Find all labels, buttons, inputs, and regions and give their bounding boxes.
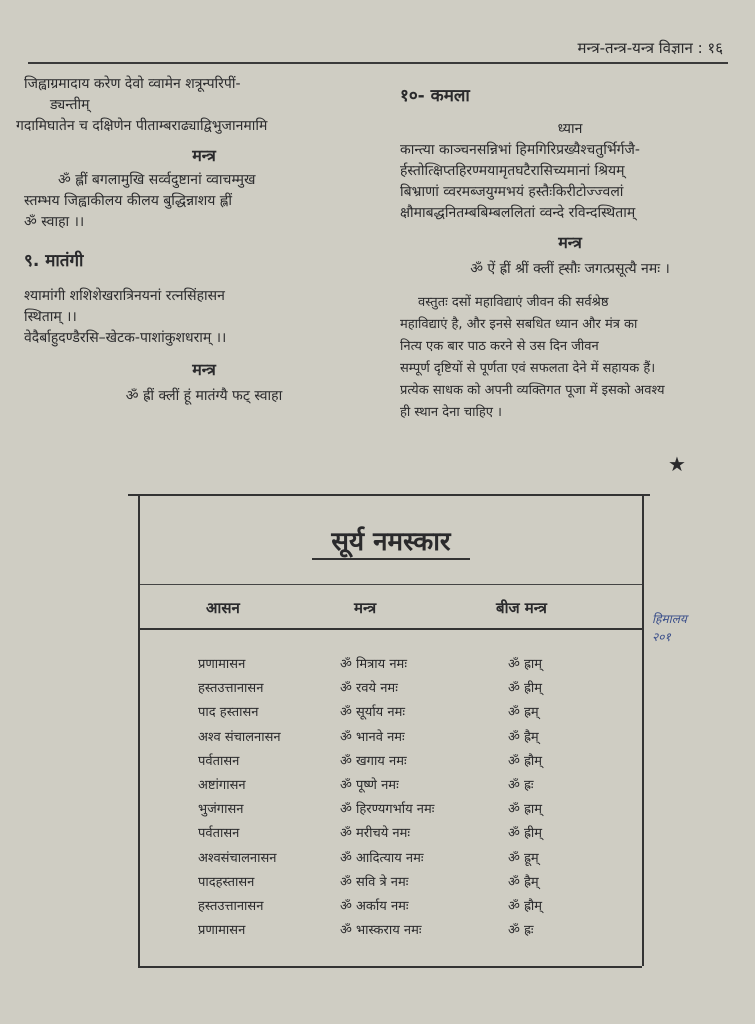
mantra-cell: ॐ मरीचये नमः (340, 826, 410, 842)
mantra-cell: ॐ पूष्णे नमः (340, 778, 399, 793)
column-header-asana: आसन (206, 599, 240, 617)
note-line: वस्तुतः दसों महाविद्याएं जीवन की सर्वश्रेष्ठ (418, 295, 609, 310)
bija-mantra-cell: ॐ ह्रीम् (508, 681, 543, 697)
mantra-heading: मन्त्र (558, 233, 582, 252)
mantra-cell: ॐ मित्राय नमः (340, 657, 407, 672)
table-row (140, 775, 642, 799)
header-bottom-rule (140, 628, 642, 630)
bija-mantra-cell: ॐ ह्राम् (508, 802, 543, 818)
mantra-cell: ॐ भानवे नमः (340, 729, 405, 745)
bija-mantra-cell: ॐ ह्राम् (508, 657, 543, 672)
margin-note-line: हिमालय (652, 612, 687, 626)
mantra-heading: मन्त्र (192, 360, 216, 379)
handwritten-margin-note (652, 610, 687, 646)
bija-mantra-cell: ॐ ह्रूम् (508, 850, 539, 866)
end-star-icon: ★ (668, 452, 686, 476)
note-line: प्रत्येक साधक को अपनी व्यक्तिगत पूजा में इसको अवश्य (400, 383, 665, 398)
asana-cell: हस्तउत्तानासन (198, 899, 264, 914)
left-column (16, 74, 384, 407)
margin-note-line: २०१ (652, 630, 671, 644)
table-title: सूर्य नमस्कार (331, 527, 451, 557)
bija-mantra-cell: ॐ ह्रः (508, 778, 534, 793)
title-underline (312, 558, 470, 560)
asana-cell: पादहस्तासन (198, 874, 255, 890)
dhyana-heading: ध्यान (557, 121, 583, 137)
header-top-rule (140, 584, 642, 585)
mantra-line: ॐ ह्लीं बगलामुखि सर्व्वदुष्टानां व्वाचम्मुख (58, 172, 256, 188)
mantra-cell: ॐ रवये नमः (340, 681, 398, 697)
mantra-cell: ॐ हिरण्यगर्भाय नमः (340, 802, 435, 818)
mantra-heading: मन्त्र (192, 146, 216, 165)
table-row (140, 872, 642, 896)
column-header-mantra: मन्त्र (354, 599, 377, 617)
bija-mantra-cell: ॐ ह्रैम् (508, 729, 539, 745)
asana-cell: भुजंगासन (198, 802, 244, 818)
dhyana-line: कान्त्या काञ्चनसन्निभां हिमगिरिप्रख्यैश्चतुर्भिर्गजै- (400, 142, 640, 158)
note-line: सम्पूर्ण दृष्टियों से पूर्णता एवं सफलता देने में सहायक हैं। (400, 361, 656, 376)
asana-cell: प्रणामासन (198, 923, 246, 939)
dhyana-line: बिभ्राणां व्वरमब्जयुग्मभयं हस्तैःकिरीटोज्ज्वलां (400, 184, 624, 200)
table-row (140, 727, 642, 751)
verse-line: गदामिघातेन च दक्षिणेन पीताम्बराढ्याद्विभुजानमामि (16, 118, 268, 134)
mantra-cell: ॐ अर्काय नमः (340, 899, 409, 914)
table-row (140, 702, 642, 726)
asana-cell: पाद हस्तासन (198, 705, 259, 721)
bija-mantra-cell: ॐ ह्रः (508, 923, 534, 939)
table-row (140, 823, 642, 847)
note-line: महाविद्याएं है, और इनसे सबधित ध्यान और मंत्र का (400, 317, 638, 332)
table-row (140, 799, 642, 823)
mantra-cell: ॐ आदित्याय नमः (340, 850, 424, 866)
mantra-cell: ॐ सवि त्रे नमः (340, 874, 409, 890)
asana-cell: अश्व संचालनासन (198, 729, 281, 745)
mantra-cell: ॐ सूर्याय नमः (340, 705, 405, 721)
bija-mantra-cell: ॐ ह्रौम् (508, 899, 543, 914)
asana-cell: प्रणामासन (198, 657, 246, 672)
table-row (140, 896, 642, 920)
right-column (400, 86, 740, 424)
bija-mantra-cell: ॐ ह्रम् (508, 705, 539, 721)
mantra-line: ॐ स्वाहा ।। (24, 214, 85, 230)
section-title-matangi: ९. मातंगी (24, 251, 84, 271)
table-row (140, 654, 642, 678)
verse-line: जिह्वाग्रमादाय करेण देवो व्वामेन शत्रून्परिपीं- (24, 76, 241, 92)
note-line: ही स्थान देना चाहिए । (400, 405, 502, 420)
table-row (140, 678, 642, 702)
dhyana-line: वेदैर्बाहुदण्डैरसि–खेटक-पाशांकुशधराम् ।। (24, 330, 227, 346)
bija-mantra-cell: ॐ ह्रौम् (508, 753, 543, 769)
table-row (140, 920, 642, 944)
asana-cell: पर्वतासन (198, 826, 240, 842)
mantra-cell: ॐ खगाय नमः (340, 753, 407, 769)
asana-cell: पर्वतासन (198, 753, 240, 769)
verse-line: ड्यन्तीम् (50, 97, 90, 113)
note-line: नित्य एक बार पाठ करने से उस दिन जीवन (400, 339, 599, 354)
table-row (140, 751, 642, 775)
running-header: मन्त्र-तन्त्र-यन्त्र विज्ञान : १६ (577, 39, 723, 57)
dhyana-line: श्यामांगी शशिशेखरात्रिनयनां रत्नसिंहासन (24, 288, 225, 304)
bija-mantra-cell: ॐ ह्रैम् (508, 874, 539, 890)
header-rule (28, 62, 728, 64)
mantra-line: स्तम्भय जिह्वाकीलय कीलय बुद्धिन्नाशय ह्लीं (24, 193, 233, 209)
mantra-line: ॐ ऐं ह्रीं श्रीं क्लीं ह्सौः जगत्प्रसूत्यै नमः । (470, 261, 670, 277)
asana-cell: हस्तउत्तानासन (198, 681, 264, 697)
bija-mantra-cell: ॐ ह्रीम् (508, 826, 543, 842)
surya-namaskar-box (138, 494, 644, 966)
section-title-kamala: १०- कमला (400, 86, 470, 106)
table-bottom-rule (138, 966, 642, 968)
dhyana-line: क्षौमाबद्धनितम्बबिम्बललितां व्वन्दे रविन्दस्थिताम् (400, 205, 636, 221)
dhyana-line: र्हस्तोत्क्षिप्तहिरण्मयामृतघटैरासिच्यमानां श्रियम् (400, 163, 625, 179)
asana-cell: अष्टांगासन (198, 778, 246, 793)
mantra-cell: ॐ भास्कराय नमः (340, 923, 422, 939)
mantra-line: ॐ ह्रीं क्लीं हूं मातंग्यै फट् स्वाहा (125, 388, 283, 404)
table-row (140, 848, 642, 872)
column-header-bija-mantra: बीज मन्त्र (496, 599, 547, 617)
dhyana-line: स्थिताम् ।। (24, 309, 77, 325)
asana-cell: अश्वसंचालनासन (198, 850, 277, 866)
